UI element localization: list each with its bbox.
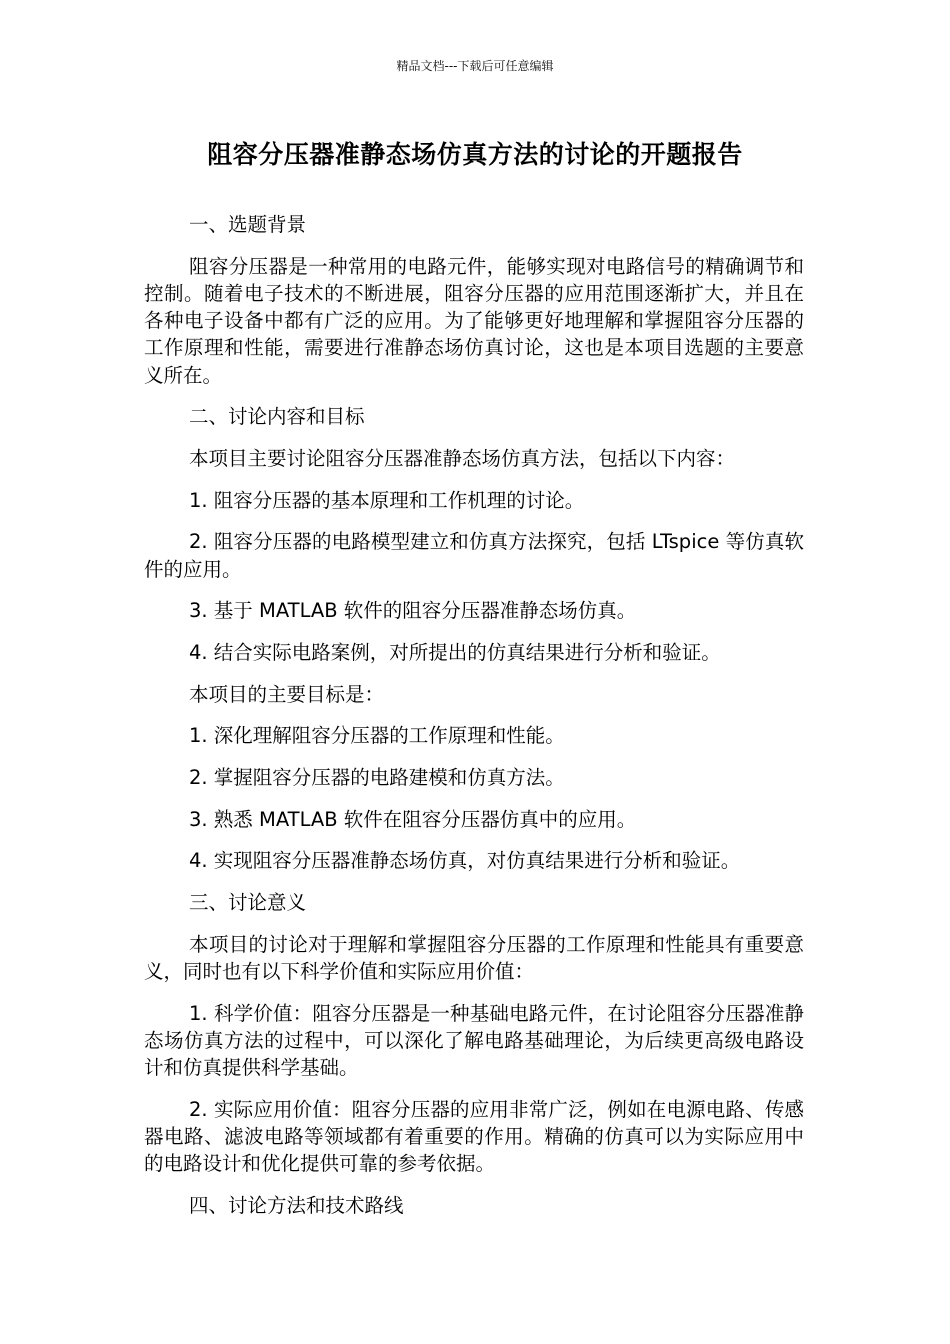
section-heading-background: 一、选题背景 [189,213,307,236]
list-item-content-1: 1. 阻容分压器的基本原理和工作机理的讨论。 [189,488,585,512]
list-item-goal-3: 3. 熟悉 MATLAB 软件在阻容分压器仿真中的应用。 [189,807,637,831]
list-item-content-2: 2. 阻容分压器的电路模型建立和仿真方法探究，包括 LTspice 等仿真软件的应用。 [144,530,804,581]
list-item-significance-1: 1. 科学价值：阻容分压器是一种基础电路元件，在讨论阻容分压器准静态场仿真方法的过程中，可以深化了解电路基础理论，为后续更高级电路设计和仿真提供科学基础。 [144,1001,804,1080]
header-note: 精品文档---下载后可任意编辑 [396,59,554,73]
list-item-goal-2: 2. 掌握阻容分压器的电路建模和仿真方法。 [189,766,565,790]
paragraph-background: 阻容分压器是一种常用的电路元件，能够实现对电路信号的精确调节和控制。随着电子技术的不断进展，阻容分压器的应用范围逐渐扩大，并且在各种电子设备中都有广泛的应用。为了能够更好地理解和掌握阻容分压器的工作原理和性能，需要进行准静态场仿真讨论，这也是本项目选题的主要意义所在。 [144,254,804,387]
list-item-goal-1: 1. 深化理解阻容分压器的工作原理和性能。 [189,724,565,748]
paragraph-significance: 本项目的讨论对于理解和掌握阻容分压器的工作原理和性能具有重要意义，同时也有以下科学价值和实际应用价值： [144,932,804,984]
document-title: 阻容分压器准静态场仿真方法的讨论的开题报告 [207,140,743,169]
list-item-content-4: 4. 结合实际电路案例，对所提出的仿真结果进行分析和验证。 [189,640,721,664]
section-heading-content-goals: 二、讨论内容和目标 [189,405,365,429]
list-item-significance-2: 2. 实际应用价值：阻容分压器的应用非常广泛，例如在电源电路、传感器电路、滤波电路等领域都有着重要的作用。精确的仿真可以为实际应用中的电路设计和优化提供可靠的参考依据。 [144,1097,804,1176]
list-item-goal-4: 4. 实现阻容分压器准静态场仿真，对仿真结果进行分析和验证。 [189,849,741,873]
paragraph-content-intro: 本项目主要讨论阻容分压器准静态场仿真方法，包括以下内容： [189,446,736,470]
paragraph-goals-intro: 本项目的主要目标是： [189,682,385,706]
list-item-content-3: 3. 基于 MATLAB 软件的阻容分压器准静态场仿真。 [189,599,637,623]
section-heading-methods: 四、讨论方法和技术路线 [189,1193,404,1217]
document-body [144,211,804,1234]
section-heading-significance: 三、讨论意义 [189,891,307,915]
